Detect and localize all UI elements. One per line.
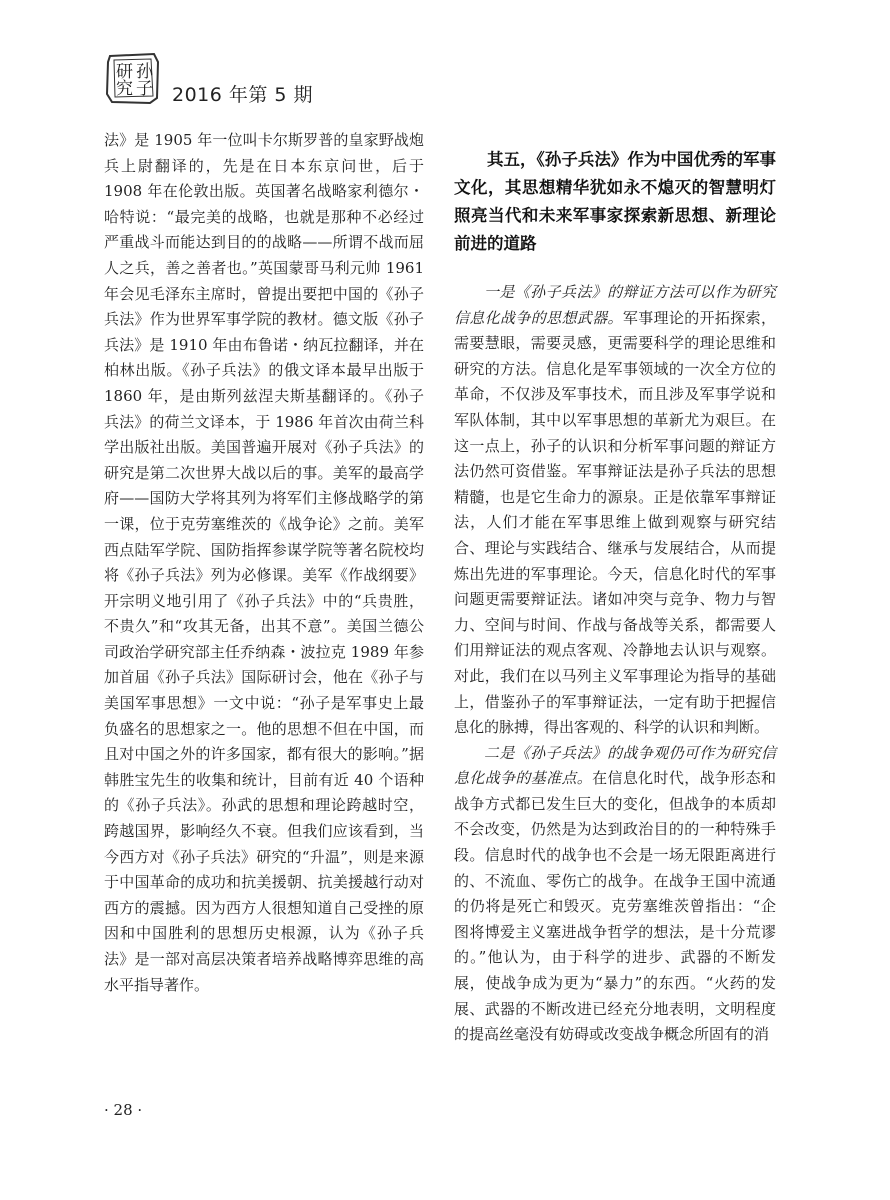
logo-char-4: 究	[116, 79, 133, 99]
paragraph-1-body: 军事理论的开拓探索，需要慧眼，需要灵感，更需要科学的理论思维和研究的方法。信息化是军事领域的一次全方位的革命，不仅涉及军事技术，而且涉及军事学说和军队体制，其中以军事思想的革新尤为艰巨。在这一点上，孙子的认识和分析军事问题的辩证方法仍然可资借鉴。军事辩证法是孙子兵法的思想精髓，也是它生命力的源泉。正是依靠军事辩证法，人们才能在军事思维上做到观察与研究结合、理论与实践结合、继承与发展结合，从而提炼出先进的军事理论。今天，信息化时代的军事问题更需要辩证法。诸如冲突与竞争、物力与智力、空间与时间、作战与备战等关系，都需要人们用辩证法的观点客观、冷静地去认识与观察。对此，我们在以马列主义军事理论为指导的基础上，借鉴孙子的军事辩证法，一定有助于把握信息化的脉搏，得出客观的、科学的认识和判断。	[454, 308, 776, 737]
logo-char-1: 孙	[136, 62, 153, 82]
logo-char-2: 子	[136, 79, 153, 99]
logo-char-3: 研	[116, 62, 133, 82]
right-column	[454, 128, 776, 1048]
paragraph-1	[454, 280, 776, 741]
journal-logo-icon	[104, 50, 162, 106]
paragraph-2	[454, 741, 776, 1048]
issue-label: 2016 年第 5 期	[172, 84, 314, 106]
paragraph-1-lead: 一是《孙子兵法》的辩证方法可以作为研究信息化战争的思想武器。	[454, 283, 776, 327]
page-header	[104, 50, 804, 110]
paragraph-2-lead: 二是《孙子兵法》的战争观仍可作为研究信息化战争的基准点。	[454, 743, 776, 788]
paragraph-2-body: 在信息化时代，战争形态和战争方式都已发生巨大的变化，但战争的本质却不会改变，仍然是为达到政治目的的一种特殊手段。信息时代的战争也不会是一场无限距离进行的、不流血、零伤亡的战争。在战争王国中流通的仍将是死亡和毁灭。克劳塞维茨曾指出：“企图将博爱主义塞进战争哲学的想法，是十分荒谬的。”他认为，由于科学的进步、武器的不断发展，使战争成为更为“暴力”的东西。“火药的发展、武器的不断改进已经充分地表明，文明程度的提高丝毫没有妨碍或改变战争概念所固有的消	[454, 769, 776, 1044]
left-column	[104, 128, 424, 998]
section-heading: 其五，《孙子兵法》作为中国优秀的军事文化，其思想精华犹如永不熄灭的智慧明灯照亮当代和未来军事家探索新思想、新理论前进的道路	[454, 150, 776, 253]
left-column-text: 法》是 1905 年一位叫卡尔斯罗普的皇家野战炮兵上尉翻译的，先是在日本东京问世，后于 1908 年在伦敦出版。英国著名战略家利德尔・哈特说：“最完美的战略，也就是那种不必经过严重战斗而能达到目的的战略——所谓不战而屈人之兵，善之善者也。”英国蒙哥马利元帅 1961 年会见毛泽东主席时，曾提出要把中国的《孙子兵法》作为世界军事学院的教材。德文版《孙子兵法》是 1910 年由布鲁诺・纳瓦拉翻译，并在柏林出版。《孙子兵法》的俄文译本最早出版于 1860 年，是由斯列兹涅夫斯基翻译的。《孙子兵法》的荷兰文译本，于 1986 年首次由荷兰科学出版社出版。美国普遍开展对《孙子兵法》的研究是第二次世界大战以后的事。美军的最高学府——国防大学将其列为将军们主修战略学的第一课，位于克劳塞维茨的《战争论》之前。美军西点陆军学院、国防指挥参谋学院等著名院校均将《孙子兵法》列为必修课。美军《作战纲要》开宗明义地引用了《孙子兵法》中的“兵贵胜，不贵久”和“攻其无备，出其不意”。美国兰德公司政治学研究部主任乔纳森・波拉克 1989 年参加首届《孙子兵法》国际研讨会，他在《孙子与美国军事思想》一文中说：“孙子是军事史上最负盛名的思想家之一。他的思想不但在中国，而且对中国之外的许多国家，都有很大的影响。”据韩胜宝先生的收集和统计，目前有近 40 个语种的《孙子兵法》。孙武的思想和理论跨越时空，跨越国界，影响经久不衰。但我们应该看到，当今西方对《孙子兵法》研究的“升温”，则是来源于中国革命的成功和抗美援朝、抗美援越行动对西方的震撼。因为西方人很想知道自己受挫的原因和中国胜利的思想历史根源，认为《孙子兵法》是一部对高层决策者培养战略博弈思维的高水平指导著作。	[104, 131, 424, 994]
page-number: · 28 ·	[104, 1101, 143, 1119]
